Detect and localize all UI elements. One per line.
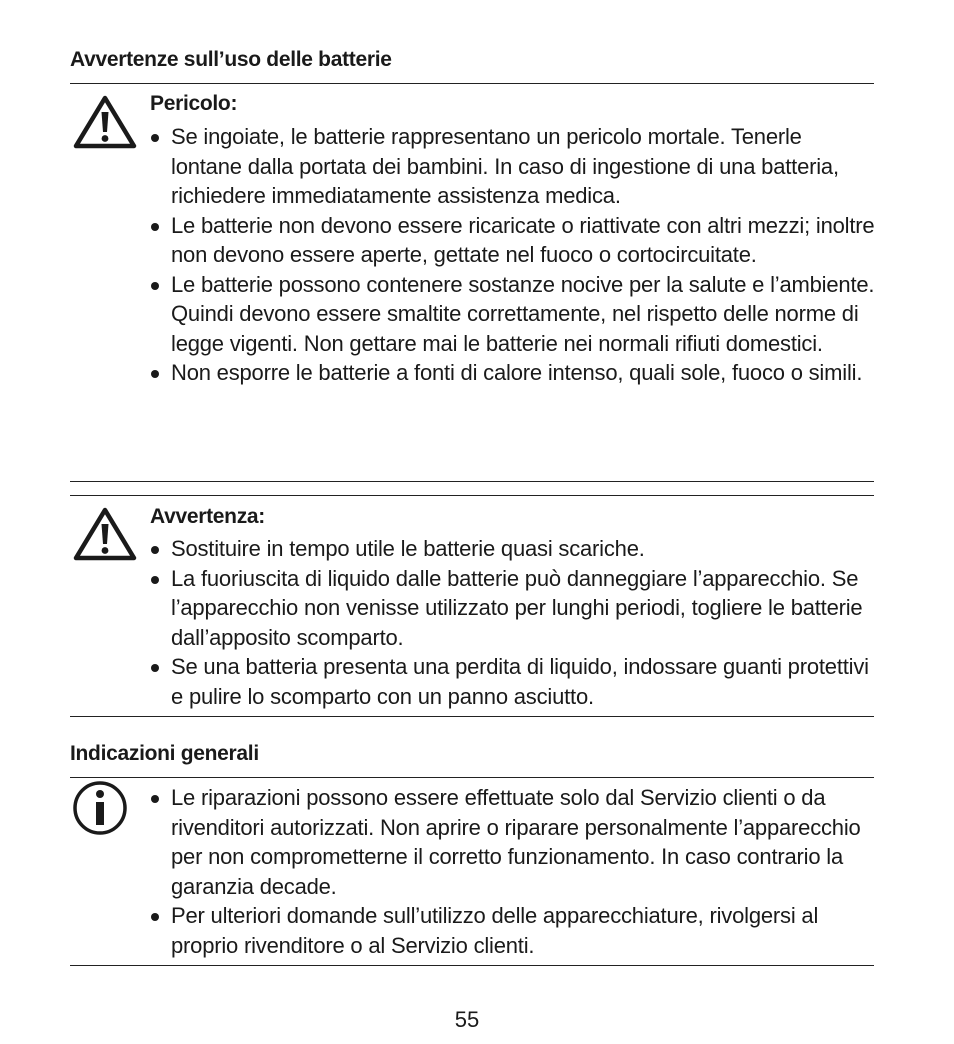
divider <box>70 481 874 482</box>
warning-triangle-icon <box>72 94 138 150</box>
info-list <box>148 783 878 960</box>
divider <box>70 83 874 84</box>
list-item: Le riparazioni possono essere effettuate solo dal Servizio clienti o da rivenditori autorizzati. Non aprire o riparare personalmente l’apparecchio per non comprometterne il corretto funzionamento. In caso contrario la garanzia decade. <box>148 783 878 901</box>
list-item: Non esporre le batterie a fonti di calore intenso, quali sole, fuoco o simili. <box>148 358 878 388</box>
list-item: La fuoriuscita di liquido dalle batterie può danneggiare l’apparecchio. Se l’apparecchio non venisse utilizzato per lunghi periodi, togliere le batterie dall’apposito scomparto. <box>148 564 878 653</box>
list-item: Se ingoiate, le batterie rappresentano un pericolo mortale. Tenerle lontane dalla portata dei bambini. In caso di ingestione di una batteria, richiedere immediatamente assistenza medica. <box>148 122 878 211</box>
warning-list <box>148 534 878 711</box>
list-item: Sostituire in tempo utile le batterie quasi scariche. <box>148 534 878 564</box>
danger-list <box>148 122 878 388</box>
battery-section-title: Avvertenze sull’uso delle batterie <box>70 48 392 71</box>
divider <box>70 716 874 717</box>
warning-title: Avvertenza: <box>150 505 265 528</box>
list-item: Le batterie possono contenere sostanze nocive per la salute e l’ambiente. Quindi devono essere smaltite correttamente, nel rispetto delle norme di legge vigenti. Non gettare mai le batterie nei normali rifiuti domestici. <box>148 270 878 359</box>
list-item: Se una batteria presenta una perdita di liquido, indossare guanti protettivi e pulire lo scomparto con un panno asciutto. <box>148 652 878 711</box>
general-section-title: Indicazioni generali <box>70 742 259 765</box>
page-number: 55 <box>454 1007 480 1032</box>
danger-title: Pericolo: <box>150 92 238 115</box>
divider <box>70 777 874 778</box>
info-circle-icon <box>72 780 132 836</box>
divider <box>70 495 874 496</box>
list-item: Per ulteriori domande sull’utilizzo delle apparecchiature, rivolgersi al proprio rivenditore o al Servizio clienti. <box>148 901 878 960</box>
divider <box>70 965 874 966</box>
list-item: Le batterie non devono essere ricaricate o riattivate con altri mezzi; inoltre non devono essere aperte, gettate nel fuoco o cortocircuitate. <box>148 211 878 270</box>
warning-triangle-icon <box>72 506 138 562</box>
